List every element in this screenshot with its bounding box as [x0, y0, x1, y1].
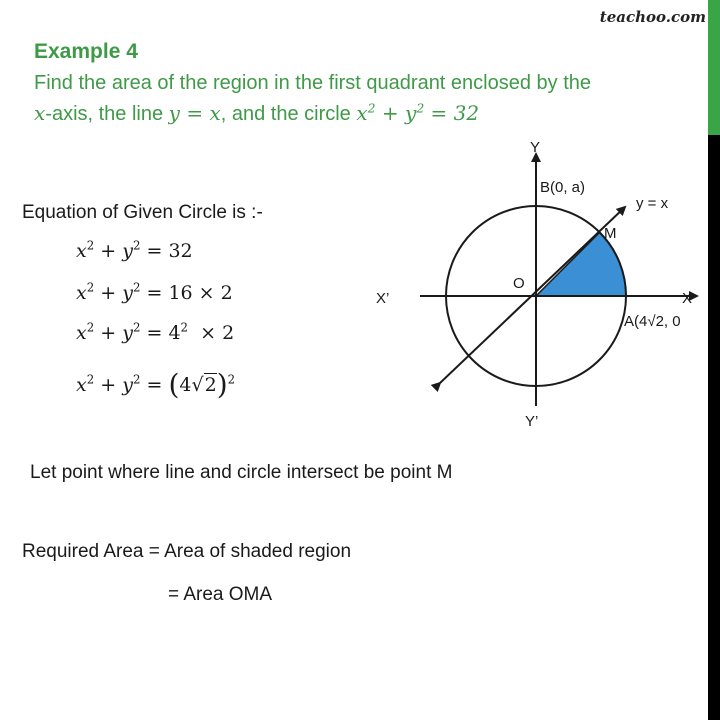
label-point-b: B(0, a) [540, 179, 586, 196]
label-x-axis: X [682, 290, 693, 307]
equation-2: $x^2 + y^2 = 16 \times 2$ [76, 280, 233, 304]
problem-statement [34, 68, 694, 129]
equation-4: $x^2 + y^2 = (4√2)^2$ [76, 368, 236, 401]
area-oma-statement: = Area OMA [168, 584, 273, 605]
side-bar-green [708, 0, 720, 135]
label-line-eq: y = x [636, 195, 669, 212]
brand-logo: teachoo.com [599, 8, 706, 26]
problem-line-eq: y = x [168, 101, 221, 125]
label-y-axis: Y [530, 139, 541, 156]
problem-part-3: , and the circle [220, 103, 357, 125]
problem-circle-eq: $x^2 + y^2 = 32$ [356, 100, 480, 125]
label-origin: O [513, 275, 525, 292]
circle-diagram [360, 130, 712, 440]
label-y-axis-neg: Y’ [525, 413, 539, 430]
label-x-axis-neg: X’ [376, 290, 390, 307]
label-point-a: A(4√2, 0 [624, 313, 681, 330]
equation-intro: Equation of Given Circle is :- [22, 202, 263, 223]
equation-1: $x^2 + y^2 = 32$ [76, 238, 193, 262]
problem-part-2: -axis, the line [45, 103, 169, 125]
problem-x-axis-var: x [34, 101, 46, 125]
required-area-statement: Required Area = Area of shaded region [22, 541, 352, 562]
problem-part-1: Find the area of the region in the first quadrant enclosed by the [34, 72, 592, 94]
intersection-statement: Let point where line and circle intersect be point M [30, 462, 453, 483]
equation-3: $x^2 + y^2 = 4^2 \times 2$ [76, 320, 235, 344]
label-point-m: M [604, 225, 617, 242]
example-title: Example 4 [34, 40, 138, 63]
